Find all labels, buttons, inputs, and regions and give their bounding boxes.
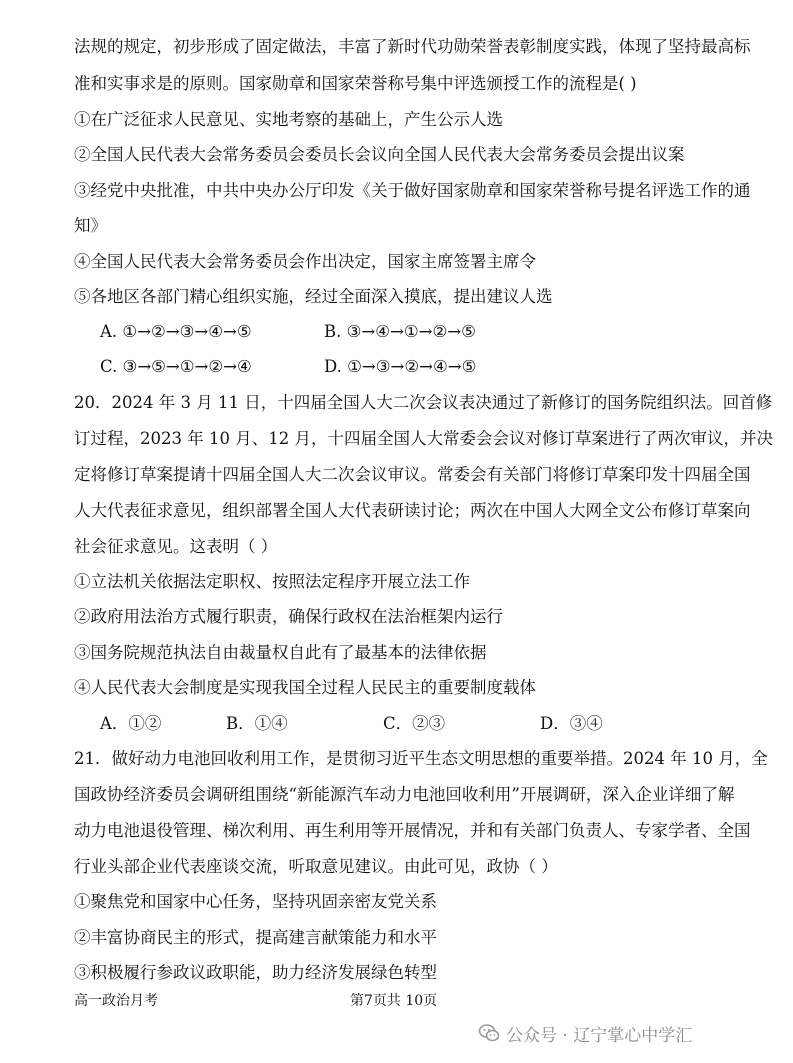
footer-exam-title: 高一政治月考 [74, 993, 158, 1009]
q21-item-3: ③积极履行参政议政职能，助力经济发展绿色转型 [74, 963, 437, 982]
q20-stem-line: 订过程，2023 年 10 月、12 月，十四届全国人大常委会会议对修订草案进行了两次审议，并决 [74, 429, 773, 448]
q19-item-3-cont: 知》 [74, 216, 107, 235]
q19-item-2: ②全国人民代表大会常务委员会委员长会议向全国人民代表大会常务委员会提出议案 [74, 145, 685, 164]
q21-item-1: ①聚焦党和国家中心任务，坚持巩固亲密友党关系 [74, 892, 437, 911]
q19-option-a: A. ①→②→③→④→⑤ [100, 322, 252, 341]
q19-option-d: D. ①→③→②→④→⑤ [324, 357, 477, 376]
q21-stem-line: 国政协经济委员会调研组围绕“新能源汽车动力电池回收利用”开展调研，深入企业详细了解 [74, 785, 735, 804]
q21-stem-line: 行业头部企业代表座谈交流，听取意见建议。由此可见，政协（ ） [74, 857, 558, 876]
q21-stem-line: 动力电池退役管理、梯次利用、再生利用等开展情况，并和有关部门负责人、专家学者、全国 [74, 821, 751, 840]
q19-item-1: ①在广泛征求人民意见、实地考察的基础上，产生公示人选 [74, 110, 503, 129]
q19-item-5: ⑤各地区各部门精心组织实施，经过全面深入摸底，提出建议人选 [74, 287, 553, 306]
q20-item-2: ②政府用法治方式履行职责，确保行政权在法治框架内运行 [74, 607, 503, 626]
q21-item-2: ②丰富协商民主的形式，提高建言献策能力和水平 [74, 928, 437, 947]
q20-option-b: B．①④ [226, 714, 288, 733]
q20-stem-line: 人大代表征求意见，组织部署全国人大代表研读讨论；两次在中国人大网全文公布修订草案向 [74, 501, 751, 520]
watermark-text: 公众号 · 辽宁掌心中学汇 [506, 1025, 693, 1046]
q20-item-1: ①立法机关依据法定职权、按照法定程序开展立法工作 [74, 572, 470, 591]
q20-option-c: C．②③ [383, 714, 446, 733]
q20-item-4: ④人民代表大会制度是实现我国全过程人民民主的重要制度载体 [74, 678, 536, 697]
q21-stem-line: 21．做好动力电池回收利用工作，是贯彻习近平生态文明思想的重要举措。2024 年 10 月，全 [74, 749, 768, 768]
wechat-watermark [478, 1020, 692, 1046]
q19-option-b: B. ③→④→①→②→⑤ [324, 322, 476, 341]
q19-stem-line: 法规的规定，初步形成了固定做法，丰富了新时代功勋荣誉表彰制度实践，体现了坚持最高标 [74, 37, 751, 56]
footer-page-number: 第7页共 10页 [350, 993, 438, 1009]
q20-option-a: A．①② [100, 714, 162, 733]
q19-item-3: ③经党中央批准，中共中央办公厅印发《关于做好国家勋章和国家荣誉称号提名评选工作的通 [74, 181, 751, 200]
q20-stem-line: 20．2024 年 3 月 11 日，十四届全国人大二次会议表决通过了新修订的国务院组织法。回首修 [74, 393, 773, 412]
q20-stem-line: 定将修订草案提请十四届全国人大二次会议审议。常委会有关部门将修订草案印发十四届全国 [74, 465, 751, 484]
q20-stem-line: 社会征求意见。这表明（ ） [74, 537, 278, 556]
q19-stem-line: 准和实事求是的原则。国家勋章和国家荣誉称号集中评选颁授工作的流程是( ) [74, 74, 637, 93]
q20-item-3: ③国务院规范执法自由裁量权自此有了最基本的法律依据 [74, 643, 487, 662]
q19-item-4: ④全国人民代表大会常务委员会作出决定，国家主席签署主席令 [74, 252, 536, 271]
wechat-icon [478, 1022, 500, 1044]
q20-option-d: D．③④ [540, 714, 603, 733]
q19-option-c: C. ③→⑤→①→②→④ [100, 357, 252, 376]
